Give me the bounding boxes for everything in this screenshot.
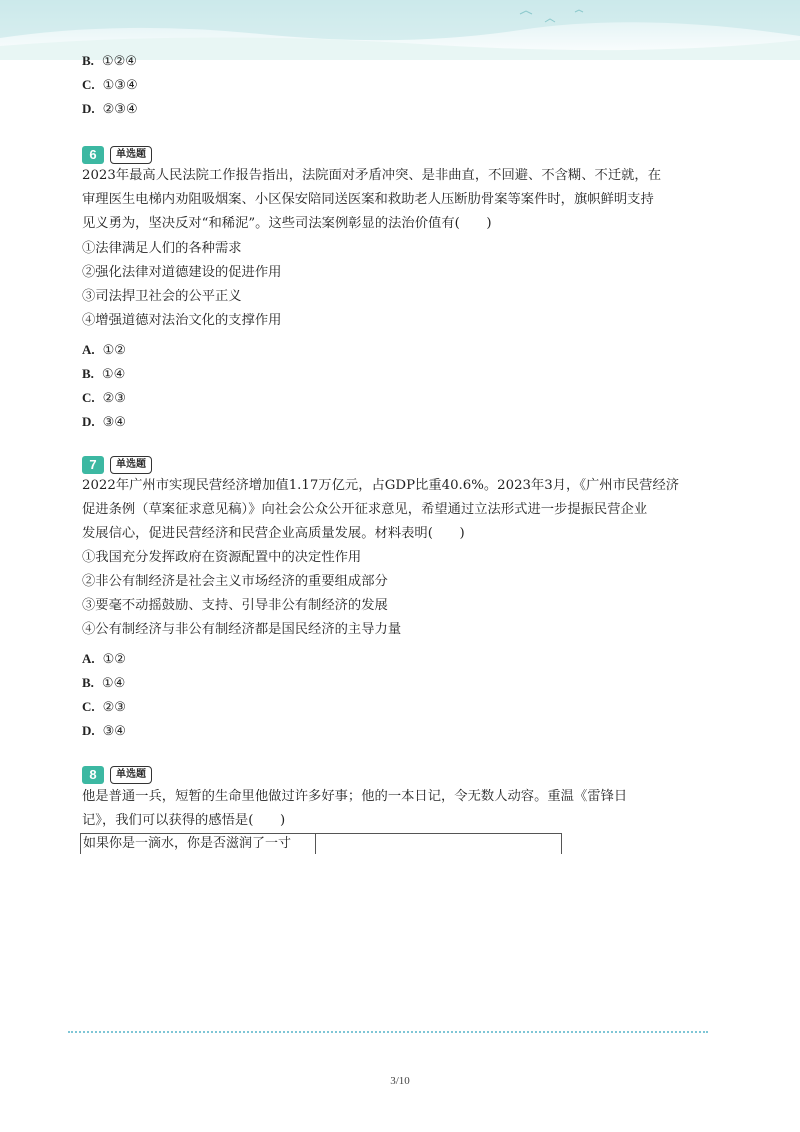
q6-option-a[interactable]: [82, 341, 126, 360]
option-letter: B.: [82, 675, 94, 690]
q7-option-d[interactable]: [82, 722, 126, 741]
option-letter: B.: [82, 53, 94, 68]
option-text: ②③④: [102, 102, 138, 117]
option-text: ③④: [102, 724, 126, 739]
page-number: 3/10: [390, 1075, 410, 1087]
prev-option-d[interactable]: [82, 100, 138, 119]
option-letter: A.: [82, 342, 95, 357]
stem-line: 审理医生电梯内劝阻吸烟案、小区保安陪同送医案和救助老人压断肋骨案等案件时，旗帜鲜明支持: [82, 192, 654, 207]
statement-item: ④公有制经济与非公有制经济都是国民经济的主导力量: [82, 622, 402, 637]
stem-line: 2022年广州市实现民营经济增加值1.17万亿元，占GDP比重40.6%。2023年3月，《广州市民营经济: [82, 478, 680, 493]
option-text: ①③④: [102, 78, 138, 93]
option-text: ②③: [102, 391, 126, 406]
q7-option-c[interactable]: [82, 698, 126, 717]
stem-line: 他是普通一兵，短暂的生命里他做过许多好事；他的一本日记，令无数人动容。重温《雷锋日: [82, 789, 628, 804]
q6-option-c[interactable]: [82, 389, 126, 408]
stem-line: 促进条例（草案征求意见稿）》向社会公众公开征求意见，希望通过立法形式进一步提振民营企业: [82, 502, 648, 517]
stem-line: 见义勇为，坚决反对“和稀泥”。这些司法案例彰显的法治价值有( ): [82, 216, 492, 231]
prev-option-c[interactable]: [82, 76, 138, 95]
question-number-badge: 6: [82, 146, 104, 164]
statement-item: ④增强道德对法治文化的支撑作用: [82, 313, 282, 328]
option-text: ①②: [102, 343, 126, 358]
statement-item: ②强化法律对道德建设的促进作用: [82, 265, 282, 280]
question-number-badge: 7: [82, 456, 104, 474]
stem-line: 记》，我们可以获得的感悟是( ): [82, 813, 286, 828]
q7-option-b[interactable]: [82, 674, 125, 693]
option-text: ①④: [101, 367, 126, 382]
option-letter: C.: [82, 699, 95, 714]
question-type-tag: 单选题: [110, 456, 152, 474]
stem-line: 2023年最高人民法院工作报告指出，法院面对矛盾冲突、是非曲直，不回避、不含糊、不迁就，在: [82, 168, 662, 183]
option-text: ②③: [102, 700, 126, 715]
option-letter: C.: [82, 77, 95, 92]
statement-item: ①我国充分发挥政府在资源配置中的决定性作用: [82, 550, 362, 565]
question-number-badge: 8: [82, 766, 104, 784]
quote-table: [80, 833, 562, 854]
option-letter: C.: [82, 390, 95, 405]
question-7-stem: [82, 474, 692, 546]
option-letter: D.: [82, 723, 95, 738]
option-text: ①④: [101, 676, 126, 691]
option-text: ①②④: [101, 54, 137, 69]
option-text: ①②: [102, 652, 126, 667]
q7-option-a[interactable]: [82, 650, 126, 669]
question-6-stem: [82, 164, 692, 236]
header-decoration: [0, 0, 800, 60]
statement-item: ①法律满足人们的各种需求: [82, 241, 242, 256]
prev-option-b[interactable]: [82, 52, 137, 71]
q6-option-b[interactable]: [82, 365, 125, 384]
q6-option-d[interactable]: [82, 413, 126, 432]
question-type-tag: 单选题: [110, 766, 152, 784]
option-letter: B.: [82, 366, 94, 381]
statement-item: ③司法捍卫社会的公平正义: [82, 289, 242, 304]
statement-item: ②非公有制经济是社会主义市场经济的重要组成部分: [82, 574, 388, 589]
question-8-stem: [82, 785, 692, 833]
table-cell: 如果你是一滴水，你是否滋润了一寸: [81, 834, 316, 854]
option-text: ③④: [102, 415, 126, 430]
stem-line: 发展信心，促进民营经济和民营企业高质量发展。材料表明( ): [82, 526, 465, 541]
option-letter: A.: [82, 651, 95, 666]
option-letter: D.: [82, 414, 95, 429]
question-8-header: [82, 766, 152, 784]
footer-divider: [68, 1031, 708, 1033]
option-letter: D.: [82, 101, 95, 116]
statement-item: ③要毫不动摇鼓励、支持、引导非公有制经济的发展: [82, 598, 388, 613]
question-6-header: [82, 146, 152, 164]
question-7-header: [82, 456, 152, 474]
question-type-tag: 单选题: [110, 146, 152, 164]
